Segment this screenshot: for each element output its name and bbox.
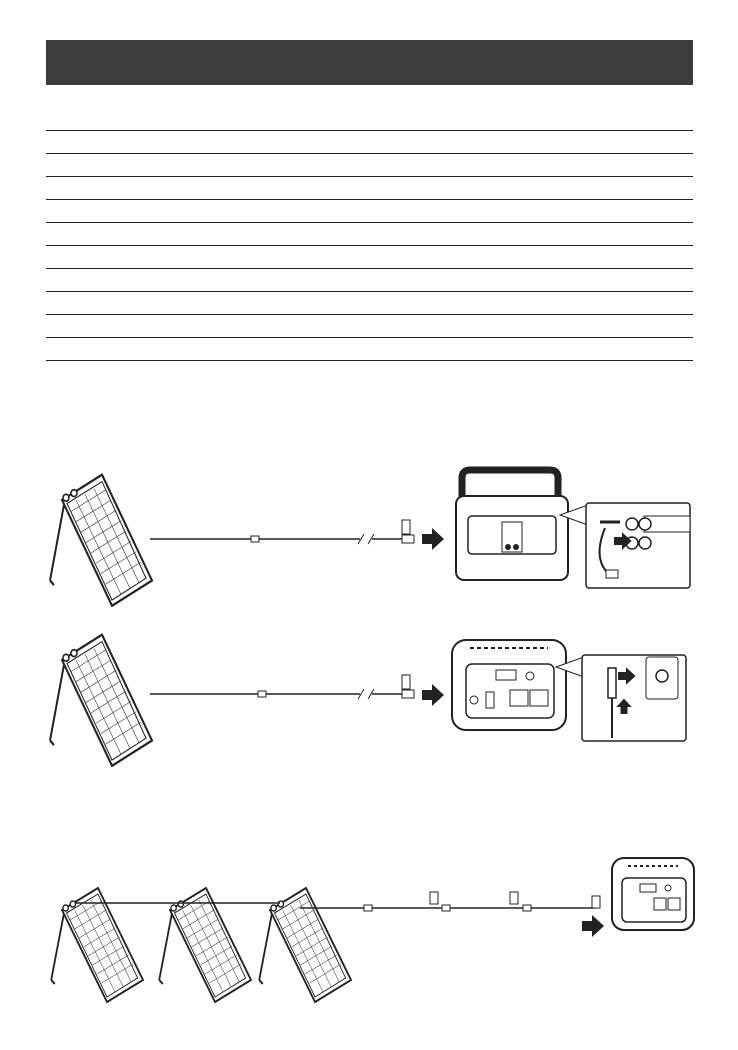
solar-panel-icon — [50, 475, 152, 606]
diagram-panel-to-station-2 — [50, 635, 686, 766]
arrow-right-icon — [422, 528, 444, 550]
solar-panel-icon — [50, 635, 152, 766]
port-detail-callout — [556, 655, 686, 741]
port-detail-callout — [560, 503, 690, 588]
cable-icon — [75, 892, 600, 911]
power-station-icon — [452, 640, 566, 730]
diagram-parallel-panels — [51, 858, 694, 1002]
solar-panel-icon — [159, 888, 251, 1002]
diagram-panel-to-station-1 — [50, 470, 690, 606]
arrow-right-icon — [582, 915, 604, 937]
arrow-right-icon — [422, 684, 444, 706]
solar-panel-icon — [51, 888, 143, 1002]
cable-icon — [150, 520, 414, 544]
power-station-icon — [456, 470, 568, 580]
power-station-icon — [612, 858, 694, 930]
solar-panel-icon — [259, 888, 351, 1002]
cable-icon — [150, 675, 414, 699]
